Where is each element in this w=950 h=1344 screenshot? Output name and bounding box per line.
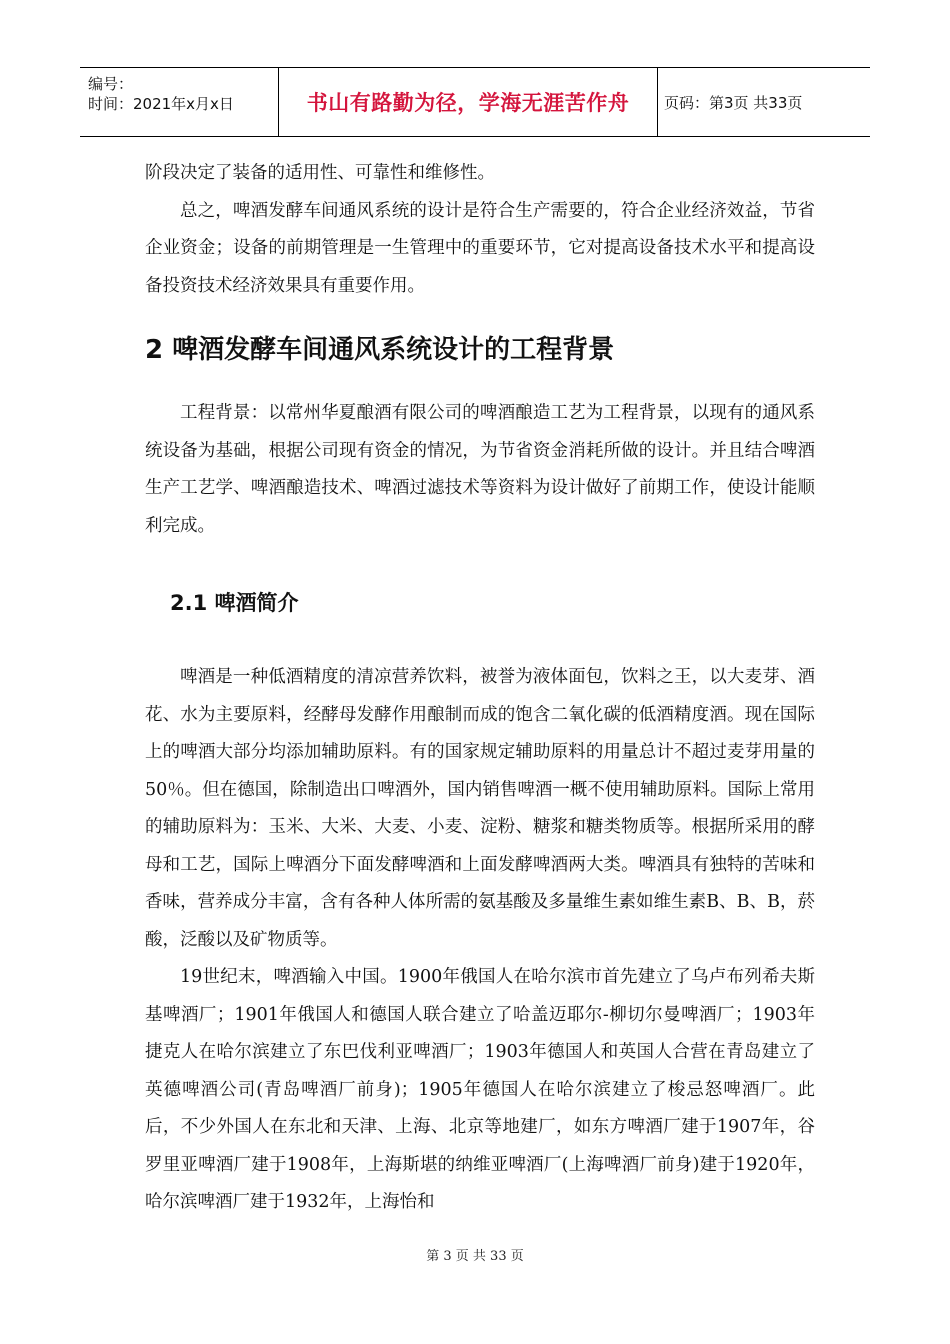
page-header — [80, 67, 870, 137]
header-page-info: 页码：第3页 共33页 — [664, 93, 803, 112]
paragraph-continuation: 阶段决定了装备的适用性、可靠性和维修性。 — [145, 163, 495, 183]
header-motto: 书山有路勤为径，学海无涯苦作舟 — [278, 68, 658, 136]
header-meta — [88, 74, 278, 114]
paragraph-beer-intro: 啤酒是一种低酒精度的清凉营养饮料，被誉为液体面包，饮料之王，以大麦芽、酒花、水为主要原料，经酵母发酵作用酿制而成的饱含二氧化碳的低酒精度酒。现在国际上的啤酒大部分均添加辅助原料。有的国家规定辅助原料的用量总计不超过麦芽用量的50％。但在德国，除制造出口啤酒外，国内销售啤酒一概不使用辅助原料。国际上常用的辅助原料为：玉米、大米、大麦、小麦、淀粉、糖浆和糖类物质等。根据所采用的酵母和工艺，国际上啤酒分下面发酵啤酒和上面发酵啤酒两大类。啤酒具有独特的苦味和香味，营养成分丰富，含有各种人体所需的氨基酸及多量维生素如维生素B、B、B，菸酸，泛酸以及矿物质等。 — [145, 667, 815, 950]
header-number-label: 编号： — [88, 75, 134, 93]
section-2-1-heading: 2.1 啤酒简介 — [170, 591, 299, 615]
paragraph-beer-history: 19世纪末，啤酒输入中国。1900年俄国人在哈尔滨市首先建立了乌卢布列希夫斯基啤酒厂；1901年俄国人和德国人联合建立了哈盖迈耶尔-柳切尔曼啤酒厂；1903年捷克人在哈尔滨建立了东巴伐利亚啤酒厂；1903年德国人和英国人合营在青岛建立了英德啤酒公司(青岛啤酒厂前身)；1905年德国人在哈尔滨建立了梭忌怒啤酒厂。此后，不少外国人在东北和天津、上海、北京等地建厂，如东方啤酒厂建于1907年，谷罗里亚啤酒厂建于1908年，上海斯堪的纳维亚啤酒厂(上海啤酒厂前身)建于1920年，哈尔滨啤酒厂建于1932年，上海怡和 — [145, 967, 815, 1212]
section-2-heading: 2 啤酒发酵车间通风系统设计的工程背景 — [145, 335, 615, 365]
document-body — [145, 155, 815, 1222]
page-footer: 第 3 页 共 33 页 — [426, 1249, 524, 1264]
paragraph-background: 工程背景：以常州华夏酿酒有限公司的啤酒酿造工艺为工程背景，以现有的通风系统设备为基础，根据公司现有资金的情况，为节省资金消耗所做的设计。并且结合啤酒生产工艺学、啤酒酿造技术、啤酒过滤技术等资料为设计做好了前期工作，使设计能顺利完成。 — [145, 403, 815, 536]
paragraph-summary: 总之，啤酒发酵车间通风系统的设计是符合生产需要的，符合企业经济效益，节省企业资金；设备的前期管理是一生管理中的重要环节，它对提高设备技术水平和提高设备投资技术经济效果具有重要作用。 — [145, 200, 815, 296]
header-time-label: 时间：2021年x月x日 — [88, 95, 234, 113]
